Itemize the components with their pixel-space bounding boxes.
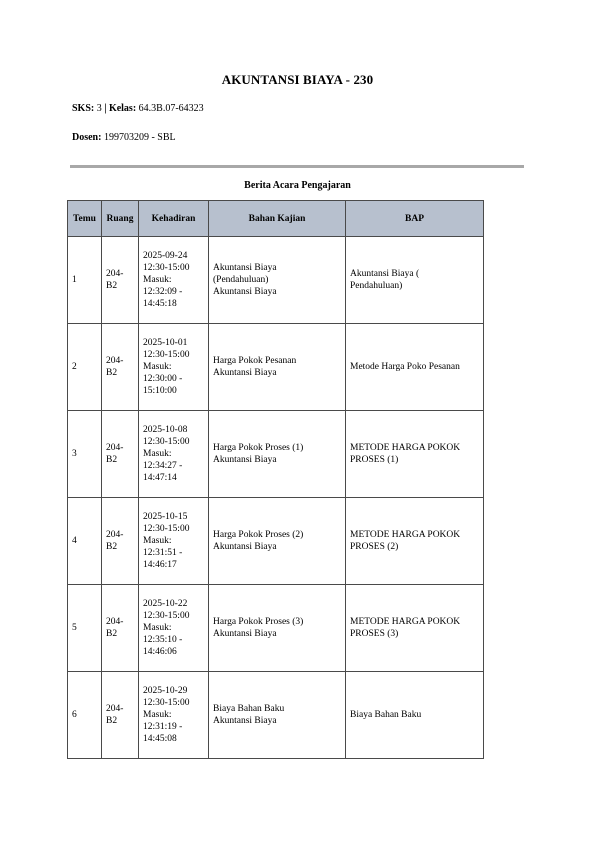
dosen-value: 199703209 - SBL — [103, 132, 176, 143]
cell-bahan-kajian — [209, 498, 346, 585]
attendance-in: 12:30:00 - — [143, 374, 183, 384]
cell-temu: 3 — [68, 411, 102, 498]
bap-line: METODE HARGA POKOK — [350, 443, 461, 453]
cell-temu: 2 — [68, 324, 102, 411]
kelas-label: Kelas: — [108, 103, 137, 114]
table-row — [68, 672, 484, 759]
topic-line: Harga Pokok Pesanan — [213, 356, 297, 366]
column-header-bap: BAP — [346, 201, 484, 237]
table-row — [68, 585, 484, 672]
topic-line: Akuntansi Biaya — [213, 287, 277, 297]
column-header-kehadiran: Kehadiran — [139, 201, 209, 237]
attendance-out: 15:10:00 — [143, 386, 177, 396]
bap-line: METODE HARGA POKOK — [350, 530, 461, 540]
cell-temu: 6 — [68, 672, 102, 759]
bap-line: PROSES (2) — [350, 542, 399, 552]
bap-line: Metode Harga Poko Pesanan — [350, 362, 460, 372]
bap-line: Akuntansi Biaya ( — [350, 269, 420, 279]
topic-line: Akuntansi Biaya — [213, 629, 277, 639]
attendance-date: 2025-10-01 — [143, 338, 188, 348]
bap-table — [67, 200, 484, 759]
meta-separator: | — [104, 103, 107, 114]
bap-line: PROSES (1) — [350, 455, 399, 465]
attendance-out: 14:46:06 — [143, 647, 177, 657]
cell-ruang: 204-B2 — [102, 237, 139, 324]
attendance-out: 14:47:14 — [143, 473, 177, 483]
cell-bap — [346, 237, 484, 324]
cell-kehadiran — [139, 672, 209, 759]
topic-line: Akuntansi Biaya — [213, 368, 277, 378]
table-caption: Berita Acara Pengajaran — [244, 180, 351, 191]
cell-bap — [346, 498, 484, 585]
column-header-bahan-kajian: Bahan Kajian — [209, 201, 346, 237]
sks-label: SKS: — [72, 103, 95, 114]
attendance-label: Masuk: — [143, 362, 172, 372]
cell-temu: 1 — [68, 237, 102, 324]
topic-line: Akuntansi Biaya — [213, 455, 277, 465]
attendance-slot: 12:30-15:00 — [143, 263, 190, 273]
attendance-slot: 12:30-15:00 — [143, 437, 190, 447]
cell-bap — [346, 585, 484, 672]
attendance-out: 14:45:18 — [143, 299, 177, 309]
attendance-in: 12:31:51 - — [143, 548, 183, 558]
attendance-label: Masuk: — [143, 449, 172, 459]
cell-bap — [346, 411, 484, 498]
topic-line: Harga Pokok Proses (2) — [213, 530, 304, 540]
attendance-slot: 12:30-15:00 — [143, 611, 190, 621]
attendance-label: Masuk: — [143, 536, 172, 546]
attendance-slot: 12:30-15:00 — [143, 524, 190, 534]
topic-line: Akuntansi Biaya — [213, 542, 277, 552]
attendance-in: 12:32:09 - — [143, 287, 183, 297]
attendance-date: 2025-10-22 — [143, 599, 188, 609]
bap-line: Pendahuluan) — [350, 281, 403, 291]
attendance-in: 12:34:27 - — [143, 461, 183, 471]
attendance-slot: 12:30-15:00 — [143, 350, 190, 360]
section-divider — [70, 165, 524, 168]
table-row — [68, 498, 484, 585]
bap-line: Biaya Bahan Baku — [350, 710, 422, 720]
sks-value: 3 — [96, 103, 102, 114]
course-meta — [72, 103, 204, 114]
bap-line: PROSES (3) — [350, 629, 399, 639]
table-row — [68, 237, 484, 324]
cell-bahan-kajian — [209, 411, 346, 498]
cell-bahan-kajian — [209, 324, 346, 411]
attendance-slot: 12:30-15:00 — [143, 698, 190, 708]
cell-ruang: 204-B2 — [102, 498, 139, 585]
lecturer-info — [72, 132, 176, 143]
cell-kehadiran — [139, 498, 209, 585]
table-row — [68, 324, 484, 411]
attendance-date: 2025-10-29 — [143, 686, 188, 696]
dosen-label: Dosen: — [72, 132, 102, 143]
attendance-date: 2025-10-15 — [143, 512, 188, 522]
cell-bahan-kajian — [209, 237, 346, 324]
cell-bap — [346, 672, 484, 759]
attendance-label: Masuk: — [143, 275, 172, 285]
cell-bahan-kajian — [209, 585, 346, 672]
cell-kehadiran — [139, 585, 209, 672]
attendance-in: 12:31:19 - — [143, 722, 183, 732]
topic-line: Harga Pokok Proses (1) — [213, 443, 304, 453]
topic-line: Akuntansi Biaya — [213, 716, 277, 726]
table-header-row — [68, 201, 484, 237]
cell-kehadiran — [139, 411, 209, 498]
attendance-in: 12:35:10 - — [143, 635, 183, 645]
topic-line: (Pendahuluan) — [213, 275, 269, 285]
cell-ruang: 204-B2 — [102, 672, 139, 759]
topic-line: Harga Pokok Proses (3) — [213, 617, 304, 627]
cell-temu: 5 — [68, 585, 102, 672]
cell-bap — [346, 324, 484, 411]
table-row — [68, 411, 484, 498]
kelas-value: 64.3B.07-64323 — [138, 103, 204, 114]
attendance-date: 2025-09-24 — [143, 251, 188, 261]
cell-bahan-kajian — [209, 672, 346, 759]
attendance-out: 14:46:17 — [143, 560, 177, 570]
cell-kehadiran — [139, 237, 209, 324]
cell-ruang: 204-B2 — [102, 324, 139, 411]
course-title: AKUNTANSI BIAYA - 230 — [221, 72, 374, 87]
column-header-temu: Temu — [68, 201, 102, 237]
attendance-label: Masuk: — [143, 710, 172, 720]
column-header-ruang: Ruang — [102, 201, 139, 237]
cell-ruang: 204-B2 — [102, 411, 139, 498]
attendance-label: Masuk: — [143, 623, 172, 633]
cell-ruang: 204-B2 — [102, 585, 139, 672]
attendance-out: 14:45:08 — [143, 734, 177, 744]
cell-temu: 4 — [68, 498, 102, 585]
cell-kehadiran — [139, 324, 209, 411]
attendance-date: 2025-10-08 — [143, 425, 188, 435]
bap-line: METODE HARGA POKOK — [350, 617, 461, 627]
topic-line: Akuntansi Biaya — [213, 263, 277, 273]
topic-line: Biaya Bahan Baku — [213, 704, 285, 714]
